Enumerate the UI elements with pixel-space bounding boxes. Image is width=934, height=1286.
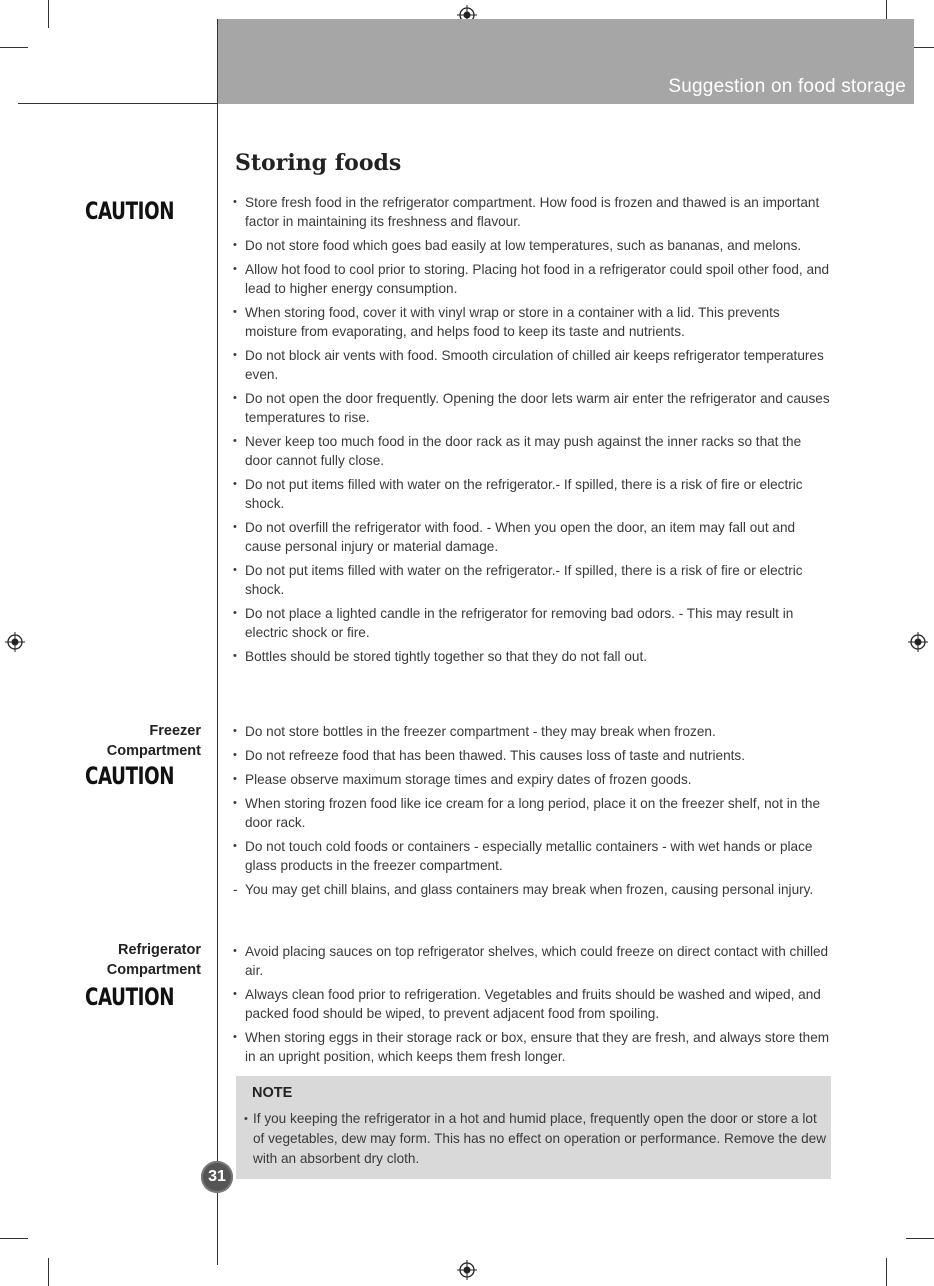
list-item: • Do not store bottles in the freezer compartment - they may break when frozen. [233, 722, 831, 741]
list-item: • Do not overfill the refrigerator with food. - When you open the door, an item may fall out and cause personal injury or material damage. [233, 518, 831, 556]
list-item: • Bottles should be stored tightly together so that they do not fall out. [233, 647, 831, 666]
margin-divider [217, 19, 218, 1265]
note-box [236, 1076, 831, 1179]
page-number-badge: 31 [201, 1161, 233, 1193]
crop-mark [48, 1258, 49, 1286]
crop-mark [48, 0, 49, 28]
registration-mark-icon [457, 1260, 477, 1280]
list-item: • Do not block air vents with food. Smooth circulation of chilled air keeps refrigerator temperatures even. [233, 346, 831, 384]
list-item: • When storing eggs in their storage rack or box, ensure that they are fresh, and always store them in an upright position, which keeps them fresh longer. [233, 1028, 831, 1066]
refrigerator-compartment-label [107, 940, 201, 980]
list-item: • Do not place a lighted candle in the refrigerator for removing bad odors. - This may result in electric shock or fire. [233, 604, 831, 642]
freezer-compartment-label [107, 721, 201, 761]
freezer-label-line2: Compartment [106, 743, 201, 759]
note-title: NOTE [252, 1085, 293, 1101]
crop-mark [0, 47, 28, 48]
list-item: • When storing food, cover it with vinyl wrap or store in a container with a lid. This prevents moisture from evaporating, and helps food to keep its taste and nutrients. [233, 303, 831, 341]
freezer-label-line1: Freezer [149, 723, 201, 739]
list-item: • Do not put items filled with water on the refrigerator.- If spilled, there is a risk of fire or electric shock. [233, 561, 831, 599]
list-item: • Do not put items filled with water on the refrigerator.- If spilled, there is a risk of fire or electric shock. [233, 475, 831, 513]
list-item: • Do not refreeze food that has been thawed. This causes loss of taste and nutrients. [233, 746, 831, 765]
list-item: • Never keep too much food in the door rack as it may push against the inner racks so that the door cannot fully close. [233, 432, 831, 470]
list-item: • Store fresh food in the refrigerator compartment. How food is frozen and thawed is an important factor in maintaining its freshness and flavour. [233, 193, 831, 231]
list-item: • Do not open the door frequently. Opening the door lets warm air enter the refrigerator and causes temperatures to rise. [233, 389, 831, 427]
list-item: • Do not touch cold foods or containers - especially metallic containers - with wet hands or place glass products in the freezer compartment. [233, 837, 831, 875]
list-item: • Please observe maximum storage times and expiry dates of frozen goods. [233, 770, 831, 789]
note-text: • If you keeping the refrigerator in a hot and humid place, frequently open the door or store a lot of vegetables, dew may form. This has no effect on operation or performance. Remove the dew with an absorbent dry cloth. [244, 1109, 828, 1169]
caution-label [82, 196, 202, 226]
registration-mark-icon [5, 632, 25, 652]
freezer-list [233, 722, 831, 904]
crop-mark [906, 1238, 934, 1239]
list-item: • Do not store food which goes bad easily at low temperatures, such as bananas, and melons. [233, 236, 831, 255]
list-item: • Avoid placing sauces on top refrigerator shelves, which could freeze on direct contact with chilled air. [233, 942, 831, 980]
registration-mark-icon [908, 632, 928, 652]
refrigerator-label-line1: Refrigerator [118, 942, 201, 958]
list-item: • When storing frozen food like ice cream for a long period, place it on the freezer shelf, not in the door rack. [233, 794, 831, 832]
list-item: • Always clean food prior to refrigeration. Vegetables and fruits should be washed and wiped, and packed food should be wiped, to prevent adjacent food from spoiling. [233, 985, 831, 1023]
list-item: • Allow hot food to cool prior to storing. Placing hot food in a refrigerator could spoil other food, and lead to higher energy consumption. [233, 260, 831, 298]
crop-mark [886, 1258, 887, 1286]
page-header-title: Suggestion on food storage [668, 76, 906, 97]
caution-text: CAUTION [85, 762, 175, 790]
caution-label [82, 982, 202, 1012]
caution-text: CAUTION [85, 197, 175, 225]
caution-label [82, 761, 202, 791]
section-title: Storing foods [235, 150, 402, 176]
caution-text: CAUTION [85, 983, 175, 1011]
header-band [218, 19, 914, 104]
refrigerator-list [233, 942, 831, 1071]
storing-foods-list [233, 193, 831, 671]
list-item-dash: - You may get chill blains, and glass containers may break when frozen, causing personal injury. [233, 880, 831, 899]
refrigerator-label-line2: Compartment [106, 962, 201, 978]
crop-mark [0, 1238, 28, 1239]
header-rule [18, 103, 218, 104]
